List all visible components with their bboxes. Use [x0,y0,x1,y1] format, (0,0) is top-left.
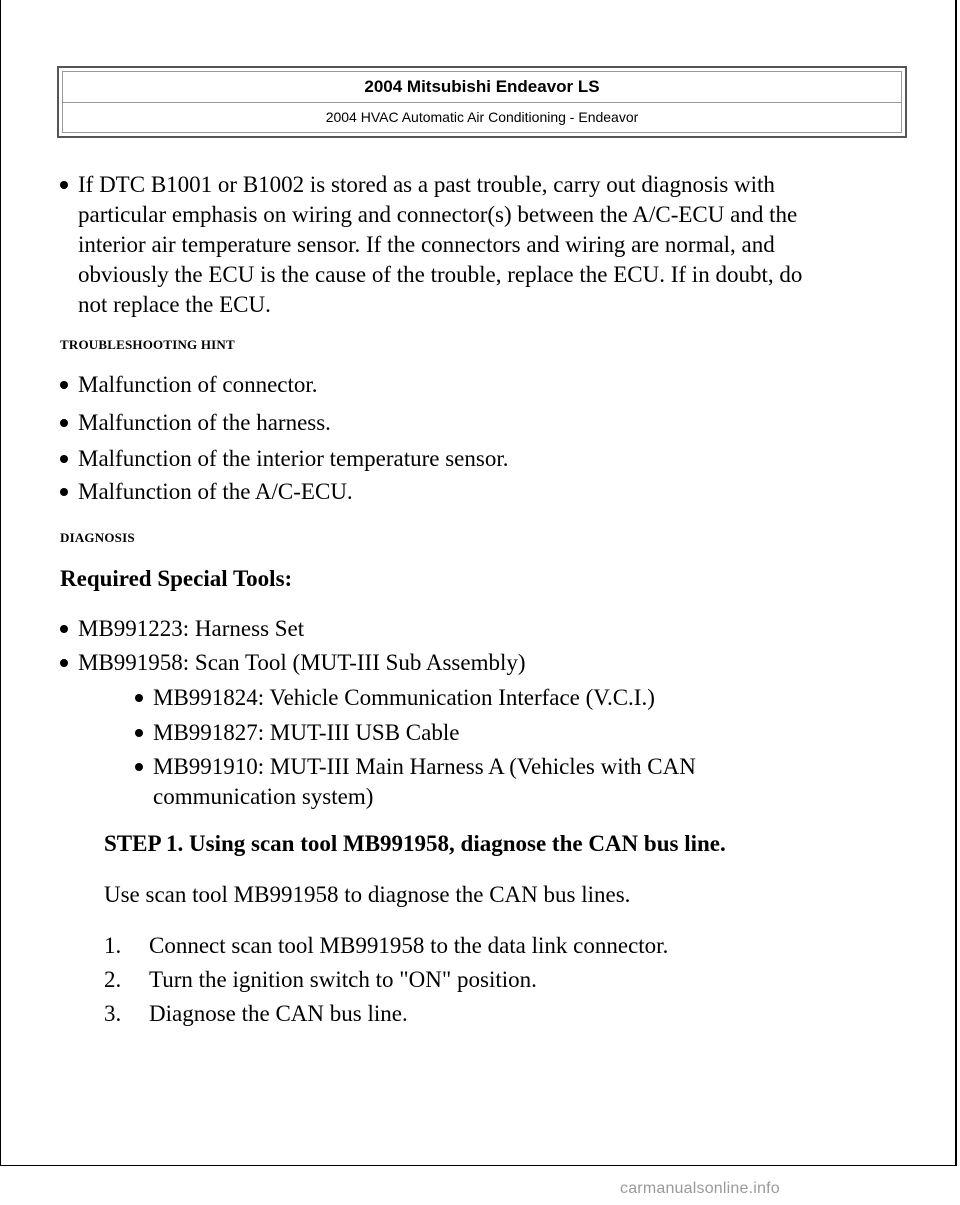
troubleshooting-item: Malfunction of the A/C-ECU. [60,477,353,507]
bullet-dot-icon [60,381,68,389]
watermark: carmanualsonline.info [620,1180,780,1197]
intro-line: particular emphasis on wiring and connector(s) between the A/C-ECU and the [78,202,798,227]
step-text: Use scan tool MB991958 to diagnose the CAN bus lines. [104,882,631,907]
step-item: 3. Diagnose the CAN bus line. [104,1001,408,1026]
bullet-dot-icon [135,729,143,737]
tools-heading: Required Special Tools: [60,566,293,591]
header-subtitle: 2004 HVAC Automatic Air Conditioning - Endeavor [325,109,639,126]
diagnosis-label: DIAGNOSIS [60,530,135,545]
bullet-dot-icon [60,181,68,189]
troubleshooting-item: Malfunction of the interior temperature sensor. [60,444,508,474]
step-heading: STEP 1. Using scan tool MB991958, diagnose the CAN bus line. [104,831,726,856]
bullet-dot-icon [60,419,68,427]
step-item: 2. Turn the ignition switch to "ON" position. [104,967,537,992]
tool-item: MB991958: Scan Tool (MUT-III Sub Assembly) [60,648,526,678]
document-header [57,66,907,138]
subtool-item: MB991910: MUT-III Main Harness A (Vehicles with CAN communication system) [135,752,696,812]
subtool-item: MB991827: MUT-III USB Cable [135,718,459,748]
bullet-dot-icon [60,488,68,496]
troubleshooting-item: Malfunction of the harness. [60,408,331,438]
intro-line: interior air temperature sensor. If the connectors and wiring are normal, and [78,232,775,257]
document-header-inner [62,71,902,133]
bullet-dot-icon [60,659,68,667]
troubleshooting-label: TROUBLESHOOTING HINT [60,337,235,352]
bullet-dot-icon [135,694,143,702]
step-item: 1. Connect scan tool MB991958 to the data link connector. [104,933,669,958]
intro-line: If DTC B1001 or B1002 is stored as a past trouble, carry out diagnosis with [78,172,775,197]
bullet-dot-icon [60,625,68,633]
header-title: 2004 Mitsubishi Endeavor LS [63,72,901,103]
troubleshooting-item: Malfunction of connector. [60,370,318,400]
subtool-item: MB991824: Vehicle Communication Interface (V.C.I.) [135,683,655,713]
intro-line: obviously the ECU is the cause of the trouble, replace the ECU. If in doubt, do [78,262,803,287]
bullet-dot-icon [135,763,143,771]
tool-item: MB991223: Harness Set [60,614,304,644]
intro-line: not replace the ECU. [78,292,271,317]
intro-bullet [60,170,920,320]
bullet-dot-icon [60,455,68,463]
